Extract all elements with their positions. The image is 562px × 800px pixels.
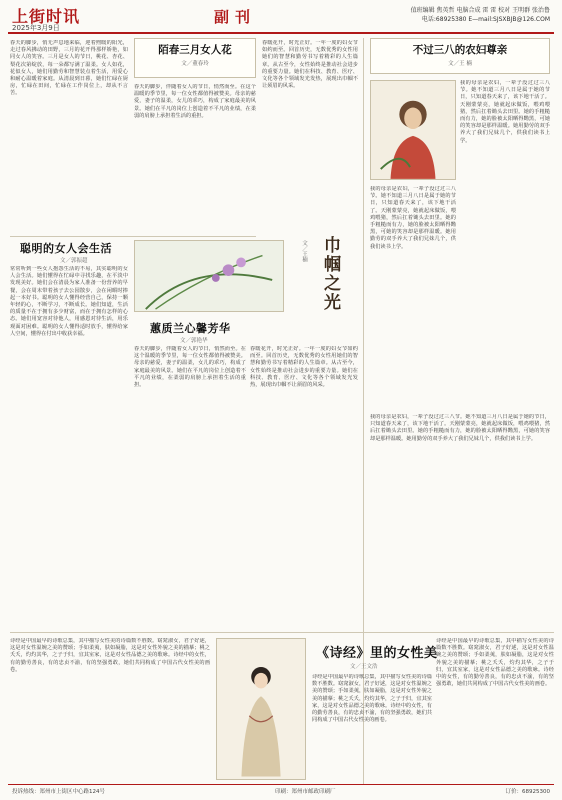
article-intro-text: 春天的脚步，悄无声息地来临，迎着煦暖的阳光，走过春风拂动的田野，三月的花开得那样娇艳，如同女人的笑容。三月是女人的节日，桃花、杏花、梨花次第绽放，每一朵都写满了温柔。女人如花，花似女人，她们用勤劳和智慧装点着生活，用爱心和耐心温暖着家庭。从清晨到日暮，她们忙碌在厨房，忙碌在田间，忙碌在工作岗位上，却从不言苦。 bbox=[10, 40, 128, 97]
footer-printer: 印刷：郑州市邮政印刷厂 bbox=[274, 788, 336, 795]
author-wisdom: 文／郭振超 bbox=[60, 258, 88, 264]
publication-date: 2025年3月9日 bbox=[12, 24, 60, 32]
contact-line: 电话:68925380 E—mail:SJSXBJB@126.COM bbox=[421, 16, 550, 23]
article-poetry-text-b: 诗经是中国最早的诗歌总集，其中描写女性美的诗篇数不胜数。窈窕淑女，君子好逑，这是对女性温婉之美的赞颂；手如柔荑，肤如凝脂，这是对女性外貌之美的描摹；桃之夭夭，灼灼其华，之子于归，宜其室家，这是对女性品德之美的歌咏。诗经中的女性，有的勤劳善良，有的忠贞不渝，有的坚强勇敢，她们共同构成了中国古代女性美的画卷。 bbox=[436, 638, 554, 688]
headline-wisdom: 聪明的女人会生活 bbox=[20, 242, 112, 255]
newspaper-logo: 上街时讯 bbox=[12, 7, 81, 26]
headline-box-march bbox=[134, 38, 256, 78]
staff-line: 值班编辑 焦英哲 电脑合成 雷 雷 校对 王明群 张治鲁 bbox=[410, 7, 550, 14]
article-wisdom-text: 常常听到一些女人抱怨生活的不易，其实聪明的女人会生活。她们懂得在忙碌中寻找乐趣，在平淡中发现美好。她们会在清晨为家人准备一份营养的早餐，会在周末带着孩子去公园散步，会在闲暇时捧起一本好书。聪明的女人懂得经营自己，保持一颗年轻的心，不断学习，不断成长。她们知道，生活的质量不在于拥有多少财富，而在于拥有怎样的心态。她们用宽容对待他人，用感恩对待生活，用乐观面对困难。聪明的女人懂得适时放手，懂得给家人空间，懂得在付出中收获幸福。 bbox=[10, 266, 128, 337]
headline-poetry: 《诗经》里的女性美 bbox=[316, 646, 438, 661]
footer bbox=[8, 784, 554, 796]
article-orchid-text-a: 春天的脚步，伴随着女人的节日，悄然而至。在这个温暖的季节里，每一位女性都值得被赞美。母亲的慈爱，妻子的温柔，女儿的乖巧，构成了家庭最美的风景。她们在平凡的岗位上创造着不平凡的业绩，在柔弱的肩膀上承担着生活的重担。 bbox=[134, 346, 246, 389]
author-march-flower: 文／董春玲 bbox=[181, 61, 209, 67]
footer-price: 订价：68925300 bbox=[505, 788, 550, 795]
author-poetry: 文／王文浩 bbox=[350, 664, 378, 670]
section-rule bbox=[10, 236, 256, 237]
headline-farmer: 不过三八的农妇尊亲 bbox=[412, 44, 508, 56]
woman-portrait-icon bbox=[371, 81, 455, 179]
column-divider bbox=[363, 38, 364, 784]
article-bottom-left-text: 诗经是中国最早的诗歌总集，其中描写女性美的诗篇数不胜数。窈窕淑女，君子好逑，这是对女性温婉之美的赞颂；手如柔荑，肤如凝脂，这是对女性外貌之美的描摹；桃之夭夭，灼灼其华，之子于归，宜其室家，这是对女性品德之美的歌咏。诗经中的女性，有的勤劳善良，有的忠贞不渝，有的坚强勇敢，她们共同构成了中国古代女性美的画卷。 bbox=[10, 638, 210, 673]
author-guoxiang: 文／王楠 bbox=[301, 240, 307, 262]
orchid-flower-icon bbox=[135, 241, 283, 311]
author-farmer: 文／王 楠 bbox=[448, 61, 472, 67]
article-farmer-text-a: 我的母亲是农妇，一辈子没过过三八节。她不知道三月八日是属于她的节日，只知道春天来了，该下地干活了。天刚蒙蒙亮，她就起床做饭，喂鸡喂猪，然后扛着锄头去田里。她的手粗糙而有力，她的脸被太阳晒得黝黑，可她的笑容却是那样温暖。她用勤劳的双手养大了我们兄妹几个，供我们读书上学。 bbox=[460, 80, 550, 144]
poetry-illustration bbox=[216, 638, 306, 780]
article-right-lower-text: 我的母亲是农妇，一辈子没过过三八节。她不知道三月八日是属于她的节日，只知道春天来了，该下地干活了。天刚蒙蒙亮，她就起床做饭，喂鸡喂猪，然后扛着锄头去田里。她的手粗糙而有力，她的脸被太阳晒得黝黑，可她的笑容却是那样温暖。她用勤劳的双手养大了我们兄妹几个，供我们读书上学。 bbox=[370, 414, 550, 442]
article-farmer-text-b: 我的母亲是农妇，一辈子没过过三八节。她不知道三月八日是属于她的节日，只知道春天来了，该下地干活了。天刚蒙蒙亮，她就起床做饭，喂鸡喂猪，然后扛着锄头去田里。她的手粗糙而有力，她的脸被太阳晒得黝黑，可她的笑容却是那样温暖。她用勤劳的双手养大了我们兄妹几个，供我们读书上学。 bbox=[370, 186, 456, 250]
staff-info bbox=[411, 6, 550, 24]
section-title: 副刊 bbox=[214, 8, 257, 26]
headline-march-flower: 陌春三月女人花 bbox=[158, 44, 232, 56]
orchid-illustration bbox=[134, 240, 284, 312]
footer-address: 投诉热线：郑州市上街区中心路124号 bbox=[12, 788, 105, 795]
masthead bbox=[8, 4, 554, 34]
bottom-rule bbox=[10, 632, 554, 633]
article-poetry-text: 诗经是中国最早的诗歌总集，其中描写女性美的诗篇数不胜数。窈窕淑女，君子好逑，这是对女性温婉之美的赞颂；手如柔荑，肤如凝脂，这是对女性外貌之美的描摹；桃之夭夭，灼灼其华，之子于归，宜其室家，这是对女性品德之美的歌咏。诗经中的女性，有的勤劳善良，有的忠贞不渝，有的坚强勇敢，她们共同构成了中国古代女性美的画卷。 bbox=[312, 674, 432, 724]
farmer-illustration bbox=[370, 80, 456, 180]
author-orchid: 文／郭艳华 bbox=[180, 338, 208, 344]
headline-box-farmer bbox=[370, 38, 550, 74]
headline-guoxiang: 巾帼之光 bbox=[320, 236, 340, 312]
article-orchid-text-b: 春暖花开，时光正好。一年一度的妇女节如约而至。回首历史，无数优秀的女性用她们的智慧和勤劳书写着精彩的人生篇章。从古至今，女性始终是推动社会进步的重要力量。她们在科技、教育、医疗、文化等各个领域发光发热，展现出巾帼不让须眉的风采。 bbox=[250, 346, 358, 389]
article-march-text: 春天的脚步，伴随着女人的节日，悄然而至。在这个温暖的季节里，每一位女性都值得被赞美。母亲的慈爱，妻子的温柔，女儿的乖巧，构成了家庭最美的风景。她们在平凡的岗位上创造着不平凡的业绩，在柔弱的肩膀上承担着生活的重担。 bbox=[134, 84, 256, 119]
article-middle-text: 春暖花开，时光正好。一年一度的妇女节如约而至。回首历史，无数优秀的女性用她们的智慧和勤劳书写着精彩的人生篇章。从古至今，女性始终是推动社会进步的重要力量。她们在科技、教育、医疗、文化等各个领域发光发热，展现出巾帼不让须眉的风采。 bbox=[262, 40, 358, 90]
classical-lady-icon bbox=[217, 639, 305, 779]
headline-orchid: 蕙质兰心馨芳华 bbox=[150, 322, 231, 335]
